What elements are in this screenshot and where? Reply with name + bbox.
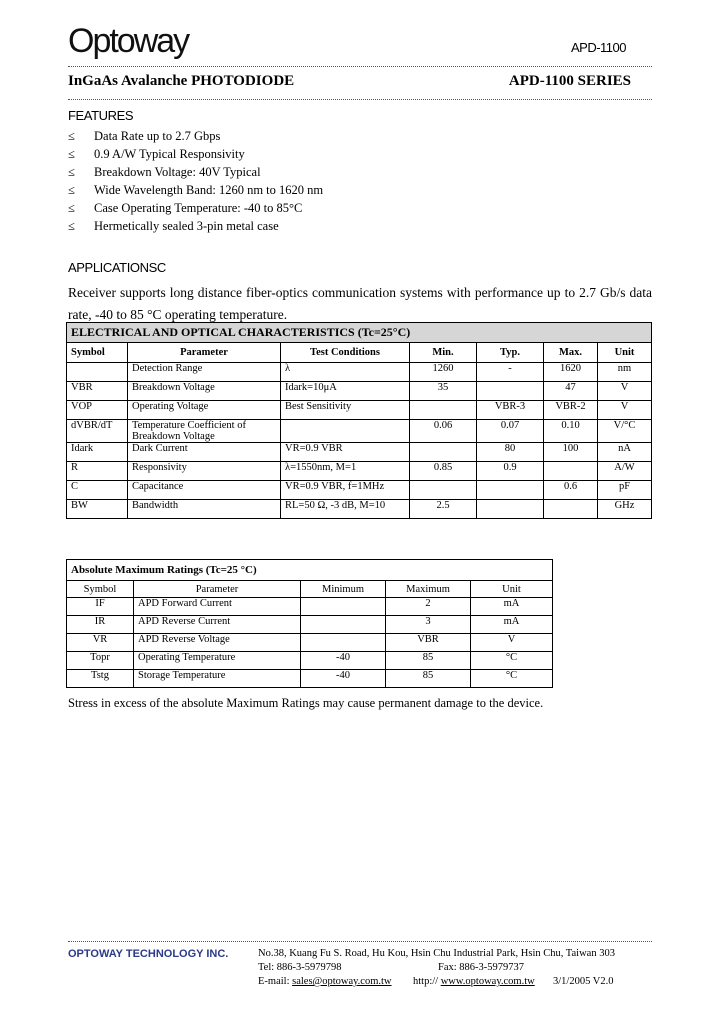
footer-company: OPTOWAY TECHNOLOGY INC. [68, 948, 229, 960]
bullet-icon: ≤ [68, 183, 75, 197]
table-row [67, 481, 652, 500]
cell: pF [598, 481, 652, 500]
cell: VR=0.9 VBR, f=1MHz [281, 481, 410, 500]
cell: Detection Range [128, 363, 281, 382]
cell: APD Reverse Voltage [134, 634, 301, 652]
table-caption: Absolute Maximum Ratings (Tc=25 °C) [67, 560, 553, 581]
cell: Temperature Coefficient of Breakdown Voltage [128, 420, 281, 443]
table-row [67, 670, 553, 688]
cell: nm [598, 363, 652, 382]
electrical-characteristics-table [66, 322, 652, 519]
col-header: Test Conditions [281, 343, 410, 363]
cell: Topr [67, 652, 134, 670]
footer-date-version: 3/1/2005 V2.0 [553, 976, 614, 987]
cell: VR=0.9 VBR [281, 443, 410, 462]
cell: dVBR/dT [67, 420, 128, 443]
col-header: Maximum [386, 581, 471, 598]
cell: 2.5 [410, 500, 477, 519]
table-row [67, 363, 652, 382]
cell: VBR-2 [544, 401, 598, 420]
cell: RL=50 Ω, -3 dB, M=10 [281, 500, 410, 519]
cell: 100 [544, 443, 598, 462]
cell [410, 401, 477, 420]
bullet-icon: ≤ [68, 129, 75, 143]
bullet-icon: ≤ [68, 147, 75, 161]
cell: V/°C [598, 420, 652, 443]
optoway-logo: Optoway [68, 22, 189, 60]
table-caption: ELECTRICAL AND OPTICAL CHARACTERISTICS (Tc=25°C) [67, 323, 652, 343]
cell: Best Sensitivity [281, 401, 410, 420]
cell: mA [471, 598, 553, 616]
cell: Storage Temperature [134, 670, 301, 688]
cell: 35 [410, 382, 477, 401]
cell: 0.10 [544, 420, 598, 443]
col-header: Unit [598, 343, 652, 363]
cell: BW [67, 500, 128, 519]
cell: 0.6 [544, 481, 598, 500]
email-link[interactable]: sales@optoway.com.tw [292, 976, 392, 987]
cell: mA [471, 616, 553, 634]
feature-text: Breakdown Voltage: 40V Typical [94, 165, 261, 179]
col-header: Parameter [128, 343, 281, 363]
feature-text: 0.9 A/W Typical Responsivity [94, 147, 245, 161]
col-header: Max. [544, 343, 598, 363]
cell: VBR [67, 382, 128, 401]
feature-item [68, 147, 245, 162]
cell: 0.85 [410, 462, 477, 481]
cell: Breakdown Voltage [128, 382, 281, 401]
table-row [67, 401, 652, 420]
cell: V [598, 382, 652, 401]
table-row [67, 652, 553, 670]
divider [68, 99, 652, 100]
feature-item [68, 183, 323, 198]
applications-text: Receiver supports long distance fiber-optics communication systems with performance up to 2.7 Gb/s data rate, -40 to 85 °C operating temperature. [68, 285, 652, 322]
cell: Operating Voltage [128, 401, 281, 420]
footer-web [413, 976, 535, 987]
cell: 80 [477, 443, 544, 462]
cell: VBR-3 [477, 401, 544, 420]
divider [68, 941, 652, 942]
col-header: Min. [410, 343, 477, 363]
cell: Bandwidth [128, 500, 281, 519]
table-row [67, 634, 553, 652]
email-label: E-mail: [258, 976, 290, 987]
cell: A/W [598, 462, 652, 481]
cell [301, 634, 386, 652]
table-header [67, 343, 652, 363]
table-row [67, 616, 553, 634]
col-header: Parameter [134, 581, 301, 598]
table-row [67, 420, 652, 443]
feature-item [68, 165, 261, 180]
cell: λ=1550nm, M=1 [281, 462, 410, 481]
bullet-icon: ≤ [68, 219, 75, 233]
cell: IF [67, 598, 134, 616]
cell: -40 [301, 670, 386, 688]
series-title: APD-1100 SERIES [508, 73, 631, 89]
footer-address: No.38, Kuang Fu S. Road, Hu Kou, Hsin Chu Industrial Park, Hsin Chu, Taiwan 303 [258, 948, 615, 959]
footer-fax: Fax: 886-3-5979737 [438, 962, 525, 973]
stress-note: Stress in excess of the absolute Maximum Ratings may cause permanent damage to the device. [68, 696, 544, 710]
cell: 85 [386, 670, 471, 688]
cell: - [477, 363, 544, 382]
cell: 85 [386, 652, 471, 670]
divider [68, 66, 652, 67]
cell [477, 382, 544, 401]
cell [301, 598, 386, 616]
col-header: Typ. [477, 343, 544, 363]
features-heading: FEATURES [68, 108, 134, 123]
feature-text: Case Operating Temperature: -40 to 85°C [94, 201, 303, 215]
cell: VBR [386, 634, 471, 652]
cell [301, 616, 386, 634]
cell: V [471, 634, 553, 652]
cell [544, 462, 598, 481]
cell: VOP [67, 401, 128, 420]
cell: 47 [544, 382, 598, 401]
part-number: APD-1100 [570, 40, 626, 55]
cell: λ [281, 363, 410, 382]
cell: C [67, 481, 128, 500]
cell: Dark Current [128, 443, 281, 462]
feature-text: Wide Wavelength Band: 1260 nm to 1620 nm [94, 183, 324, 197]
cell [477, 481, 544, 500]
website-link[interactable]: www.optoway.com.tw [440, 976, 535, 987]
cell [410, 481, 477, 500]
table-row [67, 382, 652, 401]
cell [281, 420, 410, 443]
cell: V [598, 401, 652, 420]
cell [477, 500, 544, 519]
cell: Tstg [67, 670, 134, 688]
cell: 1620 [544, 363, 598, 382]
cell: IR [67, 616, 134, 634]
cell: -40 [301, 652, 386, 670]
col-header: Minimum [301, 581, 386, 598]
cell: VR [67, 634, 134, 652]
bullet-icon: ≤ [68, 201, 75, 215]
cell: nA [598, 443, 652, 462]
cell: APD Reverse Current [134, 616, 301, 634]
feature-item [68, 201, 302, 216]
product-title: InGaAs Avalanche PHOTODIODE [68, 73, 295, 89]
cell: R [67, 462, 128, 481]
applications-heading: APPLICATIONSC [68, 260, 166, 275]
cell: Operating Temperature [134, 652, 301, 670]
web-label: http:// [413, 976, 439, 987]
feature-text: Hermetically sealed 3-pin metal case [94, 219, 279, 233]
cell: 0.06 [410, 420, 477, 443]
cell: 3 [386, 616, 471, 634]
table-row [67, 462, 652, 481]
cell [410, 443, 477, 462]
bullet-icon: ≤ [68, 165, 75, 179]
cell: Responsivity [128, 462, 281, 481]
absolute-maximum-ratings-table [66, 559, 553, 688]
col-header: Unit [471, 581, 553, 598]
footer-email [258, 976, 392, 987]
cell: 1260 [410, 363, 477, 382]
cell: 2 [386, 598, 471, 616]
cell: 0.9 [477, 462, 544, 481]
footer-tel: Tel: 886-3-5979798 [258, 962, 342, 973]
table-row [67, 500, 652, 519]
table-header [67, 581, 553, 598]
col-header: Symbol [67, 343, 128, 363]
feature-item [68, 219, 279, 234]
feature-item [68, 129, 220, 144]
cell: 0.07 [477, 420, 544, 443]
cell [544, 500, 598, 519]
cell: GHz [598, 500, 652, 519]
feature-text: Data Rate up to 2.7 Gbps [94, 129, 221, 143]
cell: Idark [67, 443, 128, 462]
cell: °C [471, 652, 553, 670]
cell: Idark=10μA [281, 382, 410, 401]
table-row [67, 598, 553, 616]
col-header: Symbol [67, 581, 134, 598]
cell: Capacitance [128, 481, 281, 500]
cell: APD Forward Current [134, 598, 301, 616]
cell [67, 363, 128, 382]
cell: °C [471, 670, 553, 688]
table-row [67, 443, 652, 462]
